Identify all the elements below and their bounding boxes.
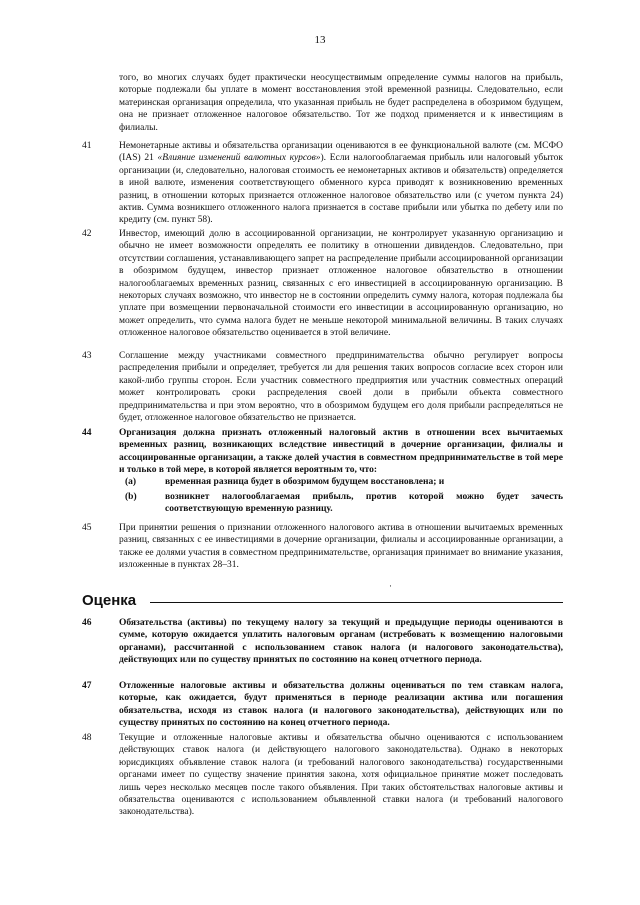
paragraph-41 bbox=[119, 140, 563, 227]
paragraph-45: При принятии решения о признании отложенного налогового актива в отношении вычитаемых временных разниц, связанных с ее инвестициями в дочерние организации, филиалы и ассоциированные организации, а также ее долями участия в совместном предпринимательстве, организация принимает во внимание указания, изложенные в пунктах 28–31. bbox=[119, 523, 563, 571]
paragraph-41-text-a: Немонетарные активы и обязательства организации оцениваются в ее функциональной валюте (см. МСФО (IAS) 21 bbox=[119, 141, 563, 164]
paragraph-43: Соглашение между участниками совместного предпринимательства обычно регулирует вопросы распределения прибыли и определяет, требуется ли для решения таких вопросов согласие всех сторон или какой-либо группы сторон. Если участник совместного предприятия или участник совместных операций может контролировать сроки распределения своей доли в прибыли объекта совместного предпринимательства и при этом вероятно, что в обозримом будущем его доля прибыли распределяться не будет, отложенное налоговое обязательство не признается. bbox=[119, 351, 563, 424]
intro-paragraph: того, во многих случаях будет практически неосуществимым определение суммы налогов на прибыль, которые подлежали бы уплате в момент восстановления этой временной разницы. Следовательно, если материнская организация определила, что указанная прибыль не будет распределена в обозримом будущем, она не признает отложенное налоговое обязательство. Тот же подход применяется и к инвестициям в филиалы. bbox=[119, 73, 563, 133]
list-item-a-label: (a) bbox=[125, 477, 137, 487]
paragraph-44: Организация должна признать отложенный налоговый актив в отношении всех вычитаемых временных разниц, возникающих вследствие инвестиций в дочерние организации, филиалы и ассоциированные организации, а также долей участия в совместном предпринимательстве в той мере и только в той мере, в которой является вероятным то, что: bbox=[119, 428, 563, 476]
list-item-b-label: (b) bbox=[125, 492, 137, 502]
paragraph-number-42: 42 bbox=[82, 229, 92, 239]
paragraph-41-standard-title: «Влияние изменений валютных курсов» bbox=[157, 153, 321, 164]
paragraph-number-48: 48 bbox=[82, 733, 92, 743]
paragraph-46: Обязательства (активы) по текущему налогу за текущий и предыдущие периоды оцениваются в сумме, которую ожидается уплатить налоговым органам (истребовать к возмещению налоговыми органами), рассчитанной с использованием ставок налога (и налогового законодательства), действующих или по существу принятых по состоянию на конец отчетного периода. bbox=[119, 618, 563, 666]
paragraph-41-text-b: ). Если налогооблагаемая прибыль или налоговый убыток организации (и, следовательно, налоговая стоимость ее немонетарных активов и обязательств) определяется в иной валюте, изменения соответствующего обменного курса приводят к возникновению временных разниц, в отношении которых признается отложенное налоговое обязательство или (с учетом пункта 24) актив. Сумма возникшего отложенного налога признается в составе прибыли или убытка по дебету или по кредиту (см. пункт 58). bbox=[119, 153, 564, 226]
paragraph-number-47: 47 bbox=[82, 681, 92, 691]
page-number: 13 bbox=[314, 34, 326, 46]
paragraph-number-46: 46 bbox=[82, 618, 92, 628]
paragraph-42: Инвестор, имеющий долю в ассоциированной организации, не контролирует указанную организацию и обычно не имеет возможности определять ее политику в отношении дивидендов. Следовательно, при отсутствии соглашения, устанавливающего запрет на распределение прибыли ассоциированной организации в обозримом будущем, инвестор признает отложенное налоговое обязательство в отношении налогооблагаемых временных разниц, связанных с его инвестицией в ассоциированную организацию. В некоторых случаях возможно, что инвестор не в состоянии определить сумму налога, которая подлежала бы уплате при возмещении первоначальной стоимости его инвестиции в ассоциированную организацию, но может определить, что сумма налога будет не меньше некоторой минимальной величины. В таких случаях отложенное налоговое обязательство оценивается в этой величине. bbox=[119, 229, 563, 339]
paragraph-48: Текущие и отложенные налоговые активы и обязательства обычно оцениваются с использованием действующих ставок налога (и действующего налогового законодательства). Однако в некоторых юрисдикциях объявление ставок налога (и требований налогового законодательства) государственными органами имеет по существу значение принятия закона, хотя официальное принятие может последовать лишь через несколько месяцев после такого объявления. При таких обстоятельствах налоговые активы и обязательства оцениваются с использованием объявленной ставки налога (и требований налогового законодательства). bbox=[119, 733, 563, 818]
paragraph-number-41: 41 bbox=[82, 141, 92, 151]
heading-rule bbox=[150, 602, 563, 603]
paragraph-47: Отложенные налоговые активы и обязательства должны оцениваться по тем ставкам налога, которые, как ожидается, будут применяться в периоде реализации актива или погашения обязательства, исходя из ставок налога (и налогового законодательства), действующих или по существу принятых по состоянию на конец отчетного периода. bbox=[119, 681, 563, 729]
paragraph-number-43: 43 bbox=[82, 351, 92, 361]
paragraph-number-45: 45 bbox=[82, 523, 92, 533]
stray-mark: · bbox=[389, 581, 392, 591]
list-item-a-text: временная разница будет в обозримом будущем восстановлена; и bbox=[165, 477, 445, 487]
list-item-b-text: возникнет налогооблагаемая прибыль, против которой можно будет зачесть соответствующую временную разницу. bbox=[165, 492, 563, 515]
paragraph-number-44: 44 bbox=[82, 428, 92, 438]
section-heading: Оценка bbox=[82, 592, 137, 609]
